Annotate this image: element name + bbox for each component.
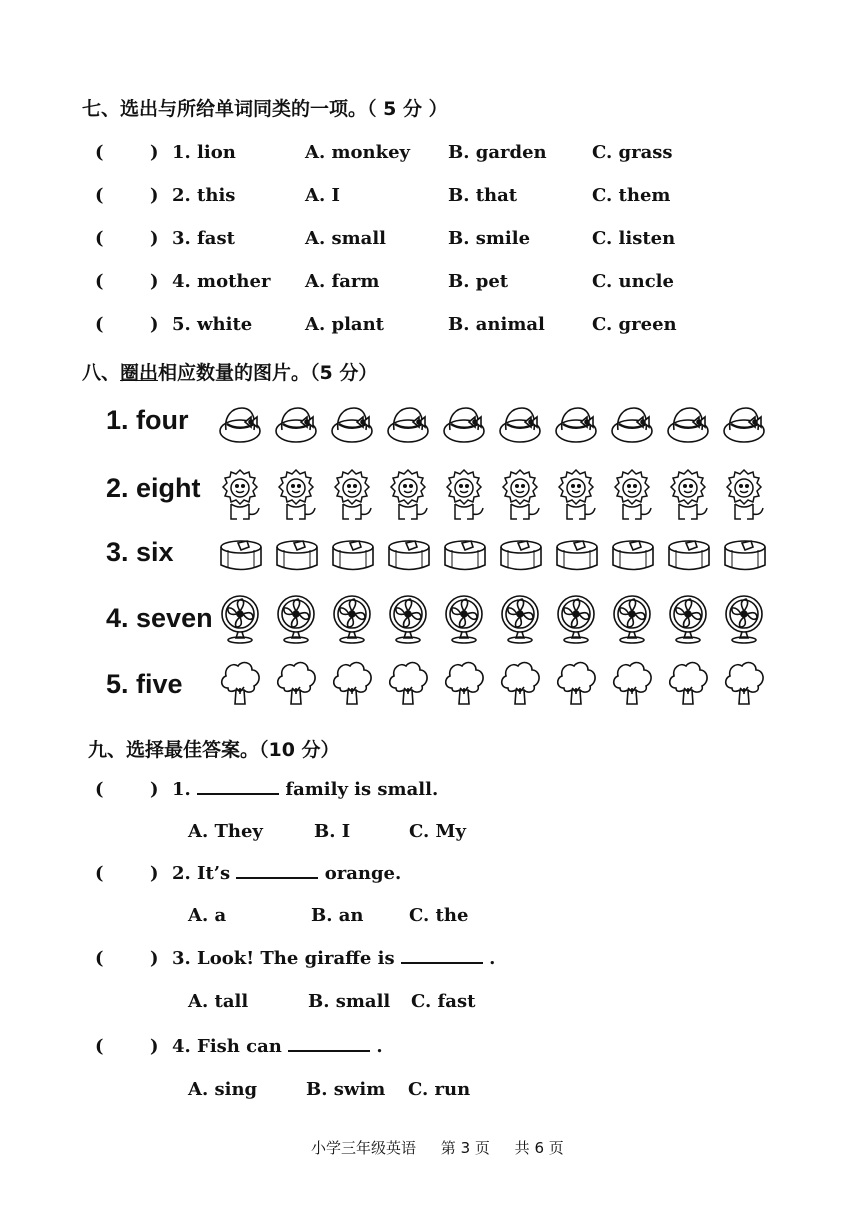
cake-icon[interactable]	[722, 538, 768, 578]
option-b[interactable]: B. garden	[448, 142, 547, 163]
lion-icon[interactable]	[666, 468, 710, 526]
fan-icon[interactable]	[722, 594, 766, 648]
option-b[interactable]: B. an	[311, 905, 364, 926]
option-b[interactable]: B. animal	[448, 314, 545, 335]
cake-icon[interactable]	[498, 538, 544, 578]
option-b[interactable]: B. smile	[448, 228, 531, 249]
lion-icon[interactable]	[218, 468, 262, 526]
fan-icon[interactable]	[666, 594, 710, 648]
fan-icon[interactable]	[498, 594, 542, 648]
question-pre: 3. Look! The giraffe is	[172, 948, 401, 969]
option-c[interactable]: C. My	[409, 821, 466, 842]
count-label: 2. eight	[106, 473, 201, 503]
fan-icon[interactable]	[274, 594, 318, 648]
question-text	[172, 779, 438, 800]
option-c[interactable]: C. listen	[592, 228, 676, 249]
question-word: 4. mother	[172, 271, 271, 292]
cake-icon[interactable]	[330, 538, 376, 578]
question-word: 3. fast	[172, 228, 235, 249]
answer-paren-open[interactable]: (	[95, 314, 104, 335]
lion-icon[interactable]	[610, 468, 654, 526]
answer-paren-close: )	[150, 779, 159, 800]
option-b[interactable]: B. I	[314, 821, 351, 842]
question-word: 2. this	[172, 185, 236, 206]
tree-icon[interactable]	[330, 658, 374, 712]
hat-icon[interactable]	[386, 404, 430, 448]
option-a[interactable]: A. plant	[305, 314, 384, 335]
answer-paren-open[interactable]: (	[95, 228, 104, 249]
hat-icon[interactable]	[722, 404, 766, 448]
question-text	[172, 1036, 383, 1057]
footer-page: 第 3 页	[440, 1139, 490, 1157]
option-a[interactable]: A. tall	[188, 991, 249, 1012]
question-pre: 4. Fish can	[172, 1036, 289, 1057]
answer-paren-open[interactable]: (	[95, 1036, 104, 1057]
option-b[interactable]: B. swim	[306, 1079, 386, 1100]
lion-icon[interactable]	[274, 468, 318, 526]
hat-icon[interactable]	[554, 404, 598, 448]
lion-icon[interactable]	[442, 468, 486, 526]
question-word: 1. lion	[172, 142, 236, 163]
lion-icon[interactable]	[330, 468, 374, 526]
answer-paren-close: )	[150, 948, 159, 969]
answer-paren-open[interactable]: (	[95, 863, 104, 884]
question-word: 5. white	[172, 314, 253, 335]
section7-title: 七、选出与所给单词同类的一项。（ 5 分 ）	[82, 98, 448, 120]
section8-title-suffix: 相应数量的图片。（5 分）	[158, 362, 378, 384]
option-c[interactable]: C. green	[592, 314, 677, 335]
option-a[interactable]: A. small	[305, 228, 387, 249]
lion-icon[interactable]	[498, 468, 542, 526]
question-text	[172, 948, 495, 969]
answer-blank	[197, 779, 279, 795]
question-post: family is small.	[279, 779, 439, 800]
option-a[interactable]: A. sing	[188, 1079, 258, 1100]
option-a[interactable]: A. a	[188, 905, 227, 926]
tree-icon[interactable]	[218, 658, 262, 712]
answer-blank	[401, 948, 483, 964]
answer-paren-close: )	[150, 863, 159, 884]
option-b[interactable]: B. that	[448, 185, 518, 206]
fan-icon[interactable]	[330, 594, 374, 648]
footer-subject: 小学三年级英语	[311, 1139, 417, 1157]
lion-icon[interactable]	[554, 468, 598, 526]
count-label: 1. four	[106, 405, 189, 435]
option-a[interactable]: A. They	[188, 821, 263, 842]
count-label: 5. five	[106, 669, 183, 699]
answer-paren-open[interactable]: (	[95, 185, 104, 206]
fan-icon[interactable]	[554, 594, 598, 648]
cake-icon[interactable]	[274, 538, 320, 578]
hat-icon[interactable]	[666, 404, 710, 448]
hat-icon[interactable]	[274, 404, 318, 448]
section8-title	[82, 358, 377, 385]
answer-blank	[288, 1036, 370, 1052]
question-pre: 1.	[172, 779, 198, 800]
section8-title-prefix: 八、	[82, 362, 121, 384]
cake-icon[interactable]	[442, 538, 488, 578]
lion-icon[interactable]	[386, 468, 430, 526]
fan-icon[interactable]	[386, 594, 430, 648]
cake-icon[interactable]	[218, 538, 264, 578]
hat-icon[interactable]	[330, 404, 374, 448]
option-c[interactable]: C. grass	[592, 142, 673, 163]
option-a[interactable]: A. farm	[305, 271, 380, 292]
question-post: .	[482, 948, 496, 969]
answer-paren-open[interactable]: (	[95, 271, 104, 292]
option-b[interactable]: B. small	[308, 991, 391, 1012]
question-post: orange.	[318, 863, 402, 884]
tree-icon[interactable]	[666, 658, 710, 712]
lion-icon[interactable]	[722, 468, 766, 526]
answer-paren-open[interactable]: (	[95, 948, 104, 969]
footer-total: 共 6 页	[514, 1139, 564, 1157]
answer-blank	[236, 863, 318, 879]
tree-icon[interactable]	[386, 658, 430, 712]
fan-icon[interactable]	[218, 594, 262, 648]
cake-icon[interactable]	[386, 538, 432, 578]
tree-icon[interactable]	[610, 658, 654, 712]
answer-paren-close: )	[150, 142, 159, 163]
option-c[interactable]: C. run	[408, 1079, 471, 1100]
question-text	[172, 863, 401, 884]
count-label: 3. six	[106, 537, 174, 567]
cake-icon[interactable]	[554, 538, 600, 578]
page-footer	[311, 1137, 570, 1158]
answer-paren-close: )	[150, 314, 159, 335]
section8-title-underlined: 圈出	[120, 362, 159, 384]
option-c[interactable]: C. fast	[411, 991, 476, 1012]
fan-icon[interactable]	[442, 594, 486, 648]
answer-paren-open[interactable]: (	[95, 779, 104, 800]
cake-icon[interactable]	[666, 538, 712, 578]
hat-icon[interactable]	[218, 404, 262, 448]
option-c[interactable]: C. uncle	[592, 271, 674, 292]
question-post: .	[370, 1036, 383, 1057]
answer-paren-close: )	[150, 185, 159, 206]
option-a[interactable]: A. monkey	[305, 142, 411, 163]
tree-icon[interactable]	[274, 658, 318, 712]
cake-icon[interactable]	[610, 538, 656, 578]
fan-icon[interactable]	[610, 594, 654, 648]
count-label: 4. seven	[106, 603, 213, 633]
answer-paren-close: )	[150, 1036, 159, 1057]
answer-paren-close: )	[150, 228, 159, 249]
question-pre: 2. It’s	[172, 863, 237, 884]
option-c[interactable]: C. them	[592, 185, 671, 206]
tree-icon[interactable]	[722, 658, 766, 712]
option-a[interactable]: A. I	[305, 185, 340, 206]
hat-icon[interactable]	[442, 404, 486, 448]
hat-icon[interactable]	[498, 404, 542, 448]
tree-icon[interactable]	[554, 658, 598, 712]
answer-paren-open[interactable]: (	[95, 142, 104, 163]
option-c[interactable]: C. the	[409, 905, 469, 926]
hat-icon[interactable]	[610, 404, 654, 448]
option-b[interactable]: B. pet	[448, 271, 509, 292]
tree-icon[interactable]	[442, 658, 486, 712]
answer-paren-close: )	[150, 271, 159, 292]
tree-icon[interactable]	[498, 658, 542, 712]
section9-title: 九、选择最佳答案。（10 分）	[88, 739, 340, 761]
